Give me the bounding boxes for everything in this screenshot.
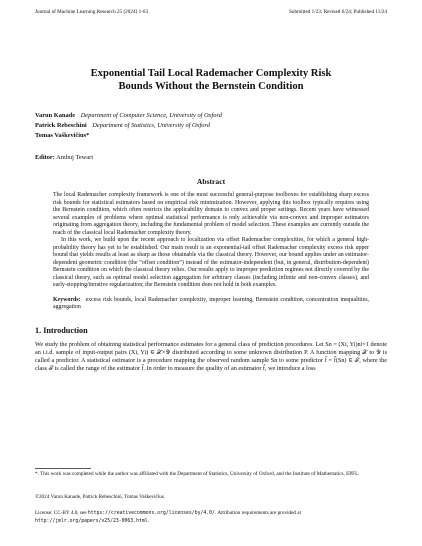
abstract-paragraph-1: The local Rademacher complexity framework is one of the most successful general-purpose toolboxes for establishing sharp excess risk bounds for statistical estimators based on empirical risk minimization. However, applying this toolbox typically requires using the Bernstein condition, which often restricts the applicability domain to convex and proper settings. Recent years have witnessed several examples of problems where optimal statistical performance is only achievable via non-convex and improper estimators originating from aggregation theory, including the fundamental problem of model selection. These examples are currently outside the reach of the classical local Rademacher complexity theory. <box>53 192 369 236</box>
introduction-paragraph: We study the problem of obtaining statistical performance estimates for a general class of prediction procedures. Let Sn = (Xi, Yi)ni=1 denote an i.i.d. sample of input-output pairs (Xi, Yi) ∈ 𝒳×𝒴 distributed according to some unknown distribution P. A function mapping 𝒳 to 𝒴 is called a predictor. A statistical estimator is a procedure mapping the observed random sample Sn to some predictor f̂ = f̂(Sn) ∈ ℱ, where the class ℱ is called the range of the estimator f̂. In order to measure the quality of an estimator f̂, we introduce a loss <box>35 340 387 372</box>
paper-link[interactable]: http://jmlr.org/papers/v25/23-0063.html <box>35 518 148 524</box>
section-heading: 1. Introduction <box>35 325 88 335</box>
journal-info: Journal of Machine Learning Research 25 (2024) 1-63 <box>35 9 149 15</box>
license-link[interactable]: https://creativecommons.org/licenses/by/4.0/ <box>87 511 215 516</box>
author-affiliation: Department of Statistics, University of Oxford <box>92 122 210 129</box>
abstract-paragraph-2: In this work, we build upon the recent approach to localization via offset Rademacher complexities, for which a general high-probability theory has yet to be established. Our main result is an exponential-tail offset Rademacher complexity excess risk upper bound that yields results at least as sharp as those obtainable via the classical theory. However, our bound applies under an estimator-dependent geometric condition (the “offset condition”) instead of the estimator-independent (but, in general, distribution-dependent) Bernstein condition on which the classical theory relies. Our results apply to improper prediction regimes not directly covered by the classical theory, such as optimal model selection aggregation for arbitrary classes (including infinite and non-convex classes), and early-stopping/iterative regularization; the Bernstein condition does not hold in both examples. <box>53 237 369 288</box>
license-suffix: . <box>147 517 149 524</box>
submission-dates: Submitted 1/23; Revised 6/24; Published 11/24 <box>289 9 387 15</box>
title-line-2: Bounds Without the Bernstein Condition <box>118 81 304 92</box>
author-affiliation: Department of Computer Science, University of Oxford <box>80 112 222 119</box>
abstract-heading: Abstract <box>196 177 226 186</box>
keywords <box>53 297 369 312</box>
footnote: *. This work was completed while the author was affiliated with the Department of Statistics, University of Oxford, and the Institute of Mathematics, EPFL. <box>35 471 360 477</box>
running-head <box>35 0 387 16</box>
author-entry <box>35 111 387 121</box>
footnote-rule <box>35 468 91 469</box>
title-line-1: Exponential Tail Local Rademacher Complexity Risk <box>90 68 332 79</box>
author-list <box>35 111 387 141</box>
editor-line <box>35 154 387 161</box>
editor-label: Editor: <box>35 154 55 161</box>
editor-name: Ambuj Tewari <box>56 154 94 161</box>
license-prefix: License: CC-BY 4.0, see <box>35 510 87 516</box>
license-middle: . Attribution requirements are provided at <box>214 510 302 516</box>
copyright-notice: ©2024 Varun Kanade, Patrick Rebeschini, Tomas Vaškevičius. <box>35 494 166 500</box>
author-entry <box>35 121 387 131</box>
author-entry <box>35 131 387 141</box>
author-name: Tomas Vaškevičius* <box>35 132 90 139</box>
abstract-body <box>53 192 369 290</box>
author-name: Varun Kanade <box>35 112 76 119</box>
keywords-text: excess risk bounds, local Rademacher complexity, improper learning, Bernstein condition, concentration inequalities, aggregation <box>53 296 369 310</box>
author-name: Patrick Rebeschini <box>35 122 87 129</box>
paper-title <box>35 67 387 93</box>
license-notice <box>35 510 387 526</box>
keywords-label: Keywords: <box>53 296 81 303</box>
